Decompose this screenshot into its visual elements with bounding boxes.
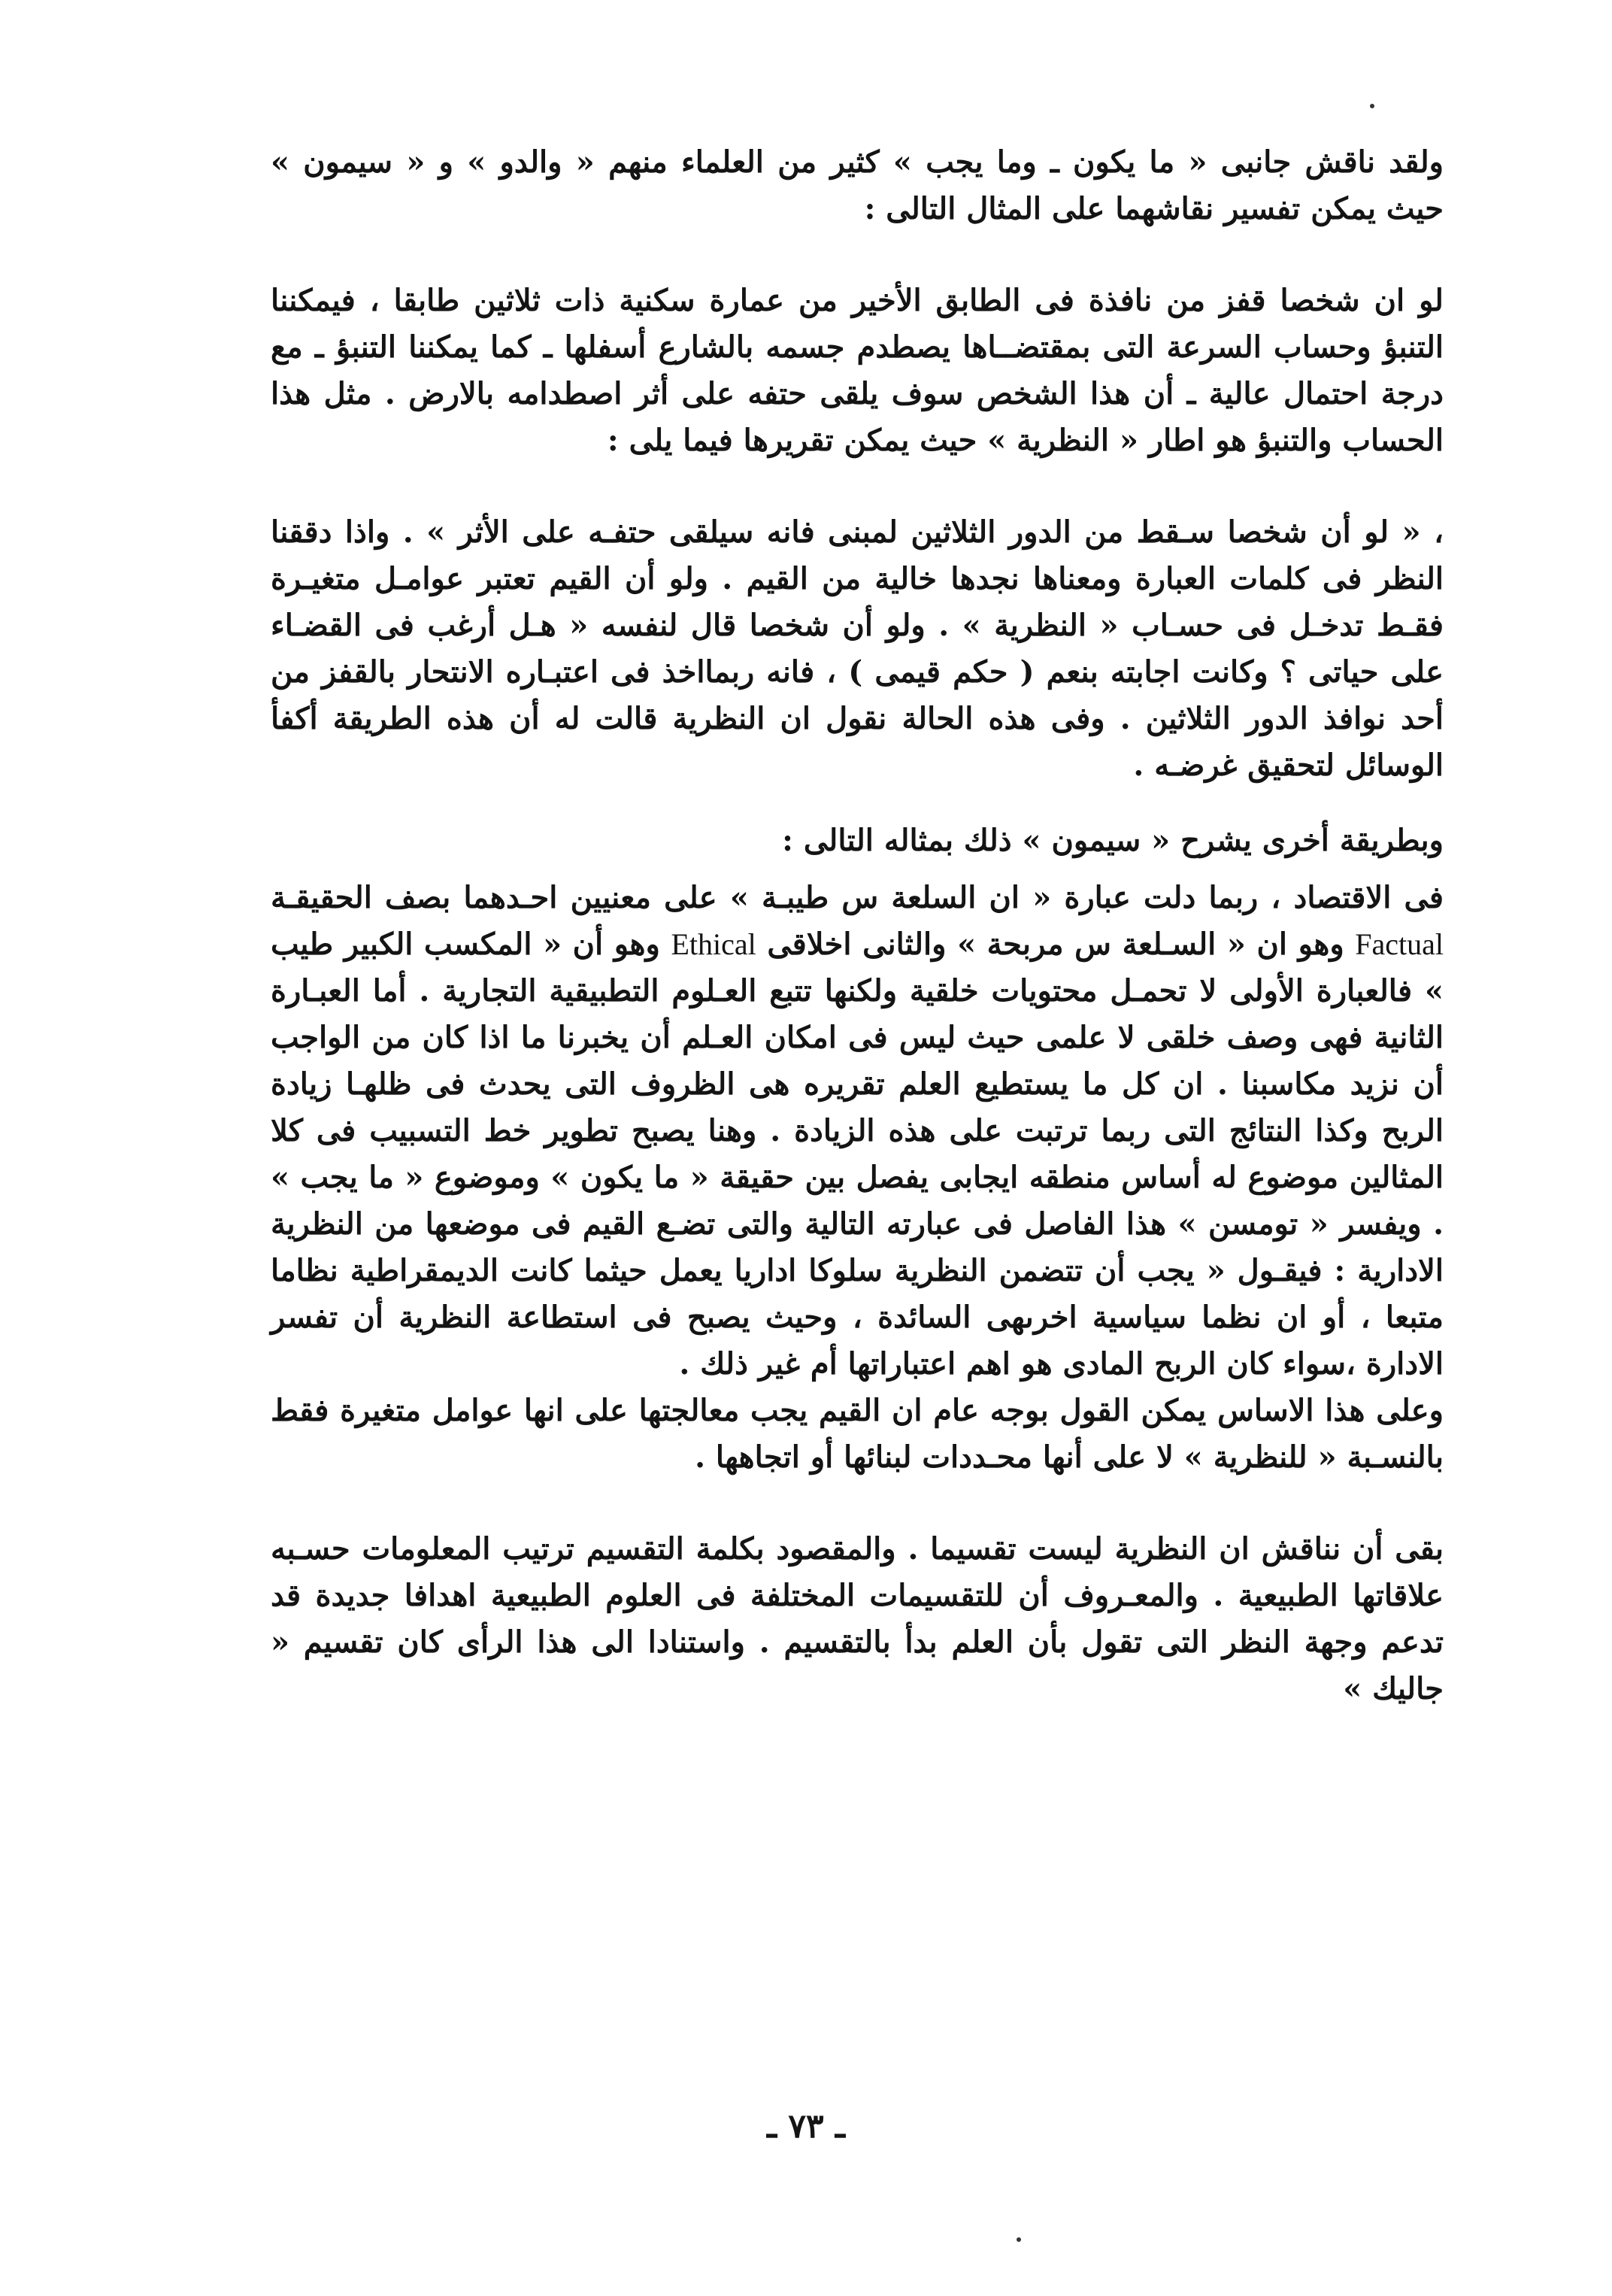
paragraph-walldo-simon: ولقد ناقش جانبى « ما يكون ـ وما يجب » كثير من العلماء منهم « والدو » و « سيمون » حيث يمكن تفسير نقاشهما على المثال التالى : bbox=[271, 144, 1444, 226]
paragraph-economics-example bbox=[271, 875, 1444, 1388]
paragraph-jump-example: لو ان شخصا قفز من نافذة فى الطابق الأخير من عمارة سكنية ذات ثلاثين طابقا ، فيمكننا التنبؤ وحساب السرعة التى بمقتضــاها يصطدم جسمه بالشارع أسفلها ـ كما يمكننا التنبؤ ـ مع درجة احتمال عالية ـ أن هذا الشخص سوف يلقى حتفه على أثر اصطدامه بالارض . مثل هذا الحساب والتنبؤ هو اطار « النظرية » حيث يمكن تقريرها فيما يلى : bbox=[271, 283, 1444, 458]
page-number: ـ ٧٣ ـ bbox=[767, 2107, 845, 2146]
paragraph-simon-intro: وبطريقة أخرى يشرح « سيمون » ذلك بمثاله التالى : bbox=[782, 823, 1444, 858]
paragraph-values-conclusion: وعلى هذا الاساس يمكن القول بوجه عام ان القيم يجب معالجتها على انها عوامل متغيرة فقط بالنسـبة « للنظرية » لا على أنها محـددات لبنائها أو اتجاهها . bbox=[271, 1393, 1444, 1475]
term-ethical: Ethical bbox=[671, 927, 756, 961]
scan-speck bbox=[1370, 104, 1374, 108]
term-factual: Factual bbox=[1355, 927, 1444, 961]
economics-text-part1: فى الاقتصاد ، ربما دلت عبارة « ان السلعة س طيبـة » على معنيين احـدهما بصف الحقيقـة bbox=[271, 880, 1444, 915]
scan-speck bbox=[1017, 2237, 1021, 2242]
document-page bbox=[271, 139, 1444, 2215]
economics-text-part3: وهو أن « المكسب الكبير طيب » فالعبارة الأولى لا تحمـل محتويات خلقية ولكنها تتبع العـلوم التطبيقية التجارية . أما العبـارة الثانية فهى وصف خلقى لا علمى حيث ليس فى امكان العـلم أن يخبرنا ما اذا كان من الواجب أن نزيد مكاسبنا . ان كل ما يستطيع العلم تقريره هى الظروف التى يحدث فى ظلهـا زيادة الربح وكذا النتائج التى ربما ترتبت على هذه الزيادة . وهنا يصبح تطوير خط التسبيب فى كلا المثالين موضوع له أساس منطقه ايجابى يفصل بين حقيقة « ما يكون » وموضوع « ما يجب » . ويفسر « تومسن » هذا الفاصل فى عبارته التالية والتى تضـع القيم فى موضعها من النظرية الادارية : فيقـول « يجب أن تتضمن النظرية سلوكا اداريا يعمل حيثما كانت الديمقراطية نظاما متبعا ، أو ان نظما سياسية اخرىهى السائدة ، وحيث يصبح فى استطاعة النظرية أن تفسر الادارة ،سواء كان الربح المادى هو اهم اعتباراتها أم غير ذلك . bbox=[271, 927, 1444, 1382]
paragraph-theory-statement: ، « لو أن شخصا سـقط من الدور الثلاثين لمبنى فانه سيلقى حتفـه على الأثر » . واذا دققنا النظر فى كلمات العبارة ومعناها نجدها خالية من القيم . ولو أن القيم تعتبر عوامـل متغيـرة فقـط تدخـل فى حسـاب « النظرية » . ولو أن شخصا قال لنفسه « هـل أرغب فى القضـاء على حياتى ؟ وكانت اجابته بنعم ( حكم قيمى ) ، فانه ربمااخذ فى اعتبـاره الانتحار بالقفز من أحد نوافذ الدور الثلاثين . وفى هذه الحالة نقول ان النظرية قالت له أن هذه الطريقة أكفأ الوسائل لتحقيق غرضـه . bbox=[271, 514, 1444, 783]
economics-text-part2: وهو ان « السـلعة س مربحة » والثانى اخلاقى bbox=[767, 927, 1344, 962]
paragraph-classification: بقى أن نناقش ان النظرية ليست تقسيما . والمقصود بكلمة التقسيم ترتيب المعلومات حسـبه علاقاتها الطبيعية . والمعـروف أن للتقسيمات المختلفة فى العلوم الطبيعية اهدافا جديدة قد تدعم وجهة النظر التى تقول بأن العلم بدأ بالتقسيم . واستنادا الى هذا الرأى كان تقسيم « جاليك » bbox=[271, 1531, 1444, 1706]
